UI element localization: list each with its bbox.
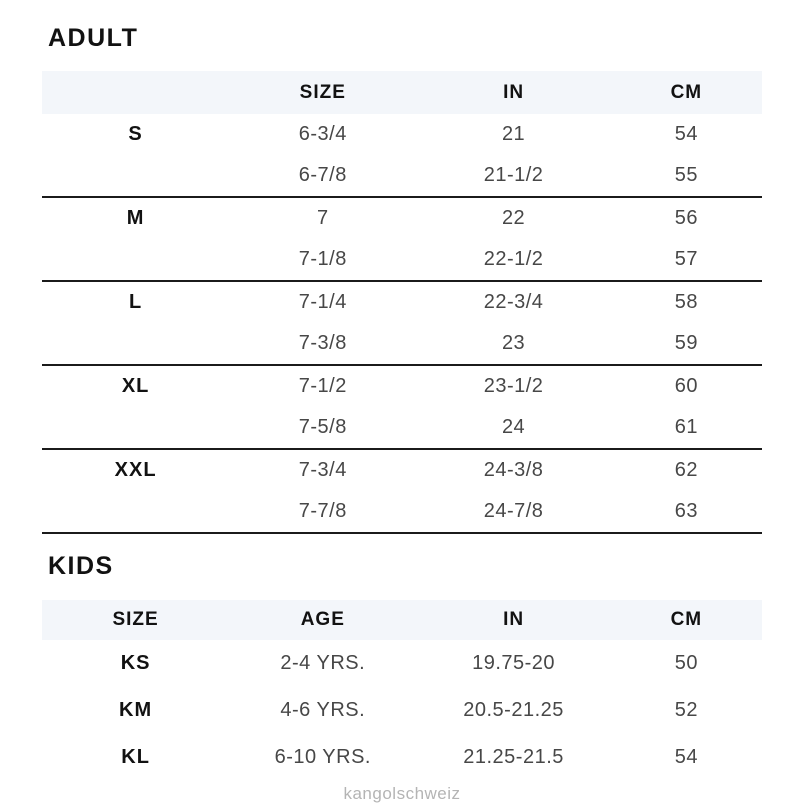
adult-table-header-row xyxy=(42,71,762,114)
kids-table-header-row xyxy=(42,600,762,640)
adult-header-in: IN xyxy=(503,81,525,103)
adult-cell-in: 24-7/8 xyxy=(483,500,544,522)
adult-size-group-xl xyxy=(42,366,762,450)
adult-cell-in: 21 xyxy=(501,123,526,145)
adult-cell-cm: 61 xyxy=(674,416,698,438)
adult-cell-size: 6-7/8 xyxy=(298,164,347,186)
adult-cell-in: 21-1/2 xyxy=(483,164,544,186)
kids-row-label: KS xyxy=(120,652,151,674)
kids-header-cm: CM xyxy=(670,609,703,630)
adult-cell-cm: 55 xyxy=(674,164,698,186)
adult-size-table xyxy=(42,71,762,534)
adult-cell-cm: 56 xyxy=(674,207,698,229)
adult-cell-in: 23 xyxy=(501,332,526,354)
adult-cell-cm: 59 xyxy=(674,332,698,354)
table-row xyxy=(42,491,762,532)
kids-cell-age: 6-10 YRS. xyxy=(274,746,371,768)
adult-cell-cm: 58 xyxy=(674,291,698,313)
adult-cell-cm: 62 xyxy=(674,459,698,481)
table-row xyxy=(42,640,762,687)
adult-cell-size: 6-3/4 xyxy=(298,123,347,145)
adult-cell-size: 7-1/4 xyxy=(298,291,347,313)
adult-cell-in: 22-3/4 xyxy=(483,291,544,313)
kids-header-age: AGE xyxy=(300,609,345,630)
adult-cell-size: 7 xyxy=(316,207,329,229)
adult-cell-size: 7-7/8 xyxy=(298,500,347,522)
adult-size-group-m xyxy=(42,198,762,282)
kids-cell-cm: 52 xyxy=(674,699,698,721)
adult-size-group-s xyxy=(42,114,762,198)
adult-size-group-l xyxy=(42,282,762,366)
adult-cell-cm: 60 xyxy=(674,375,698,397)
kids-cell-in: 20.5-21.25 xyxy=(463,699,564,721)
adult-cell-size: 7-5/8 xyxy=(298,416,347,438)
adult-cell-cm: 57 xyxy=(674,248,698,270)
table-row xyxy=(42,323,762,364)
adult-row-label: S xyxy=(128,123,143,145)
adult-cell-in: 22 xyxy=(501,207,526,229)
adult-cell-cm: 63 xyxy=(674,500,698,522)
kids-section-title: KIDS xyxy=(48,552,114,580)
kids-row-label: KL xyxy=(121,746,150,768)
adult-size-group-xxl xyxy=(42,450,762,534)
kids-row-label: KM xyxy=(119,699,153,721)
adult-row-label: XL xyxy=(121,375,150,397)
kids-cell-age: 4-6 YRS. xyxy=(280,699,366,721)
table-row xyxy=(42,282,762,323)
adult-section-title: ADULT xyxy=(48,24,139,52)
table-row xyxy=(42,155,762,196)
adult-cell-size: 7-3/4 xyxy=(298,459,347,481)
adult-row-label: XXL xyxy=(114,459,157,481)
adult-cell-in: 22-1/2 xyxy=(483,248,544,270)
table-row xyxy=(42,239,762,280)
adult-row-label: M xyxy=(126,207,145,229)
kids-cell-cm: 54 xyxy=(674,746,698,768)
kids-cell-in: 19.75-20 xyxy=(472,652,556,674)
kids-size-table xyxy=(42,600,762,781)
adult-cell-cm: 54 xyxy=(674,123,698,145)
table-row xyxy=(42,114,762,155)
table-row xyxy=(42,198,762,239)
table-row xyxy=(42,407,762,448)
adult-cell-in: 24-3/8 xyxy=(483,459,544,481)
adult-cell-size: 7-3/8 xyxy=(298,332,347,354)
table-row xyxy=(42,450,762,491)
kids-header-in: IN xyxy=(503,609,525,630)
kids-header-size: SIZE xyxy=(112,609,159,630)
table-row xyxy=(42,687,762,734)
adult-cell-size: 7-1/8 xyxy=(298,248,347,270)
watermark-text: kangolschweiz xyxy=(343,784,461,803)
table-row xyxy=(42,734,762,781)
kids-cell-cm: 50 xyxy=(674,652,698,674)
adult-cell-in: 23-1/2 xyxy=(483,375,544,397)
adult-header-cm: CM xyxy=(670,81,703,103)
adult-cell-in: 24 xyxy=(501,416,526,438)
table-row xyxy=(42,366,762,407)
adult-header-size: SIZE xyxy=(299,81,346,103)
adult-cell-size: 7-1/2 xyxy=(298,375,347,397)
kids-cell-in: 21.25-21.5 xyxy=(463,746,564,768)
adult-row-label: L xyxy=(128,291,143,313)
kids-cell-age: 2-4 YRS. xyxy=(280,652,366,674)
